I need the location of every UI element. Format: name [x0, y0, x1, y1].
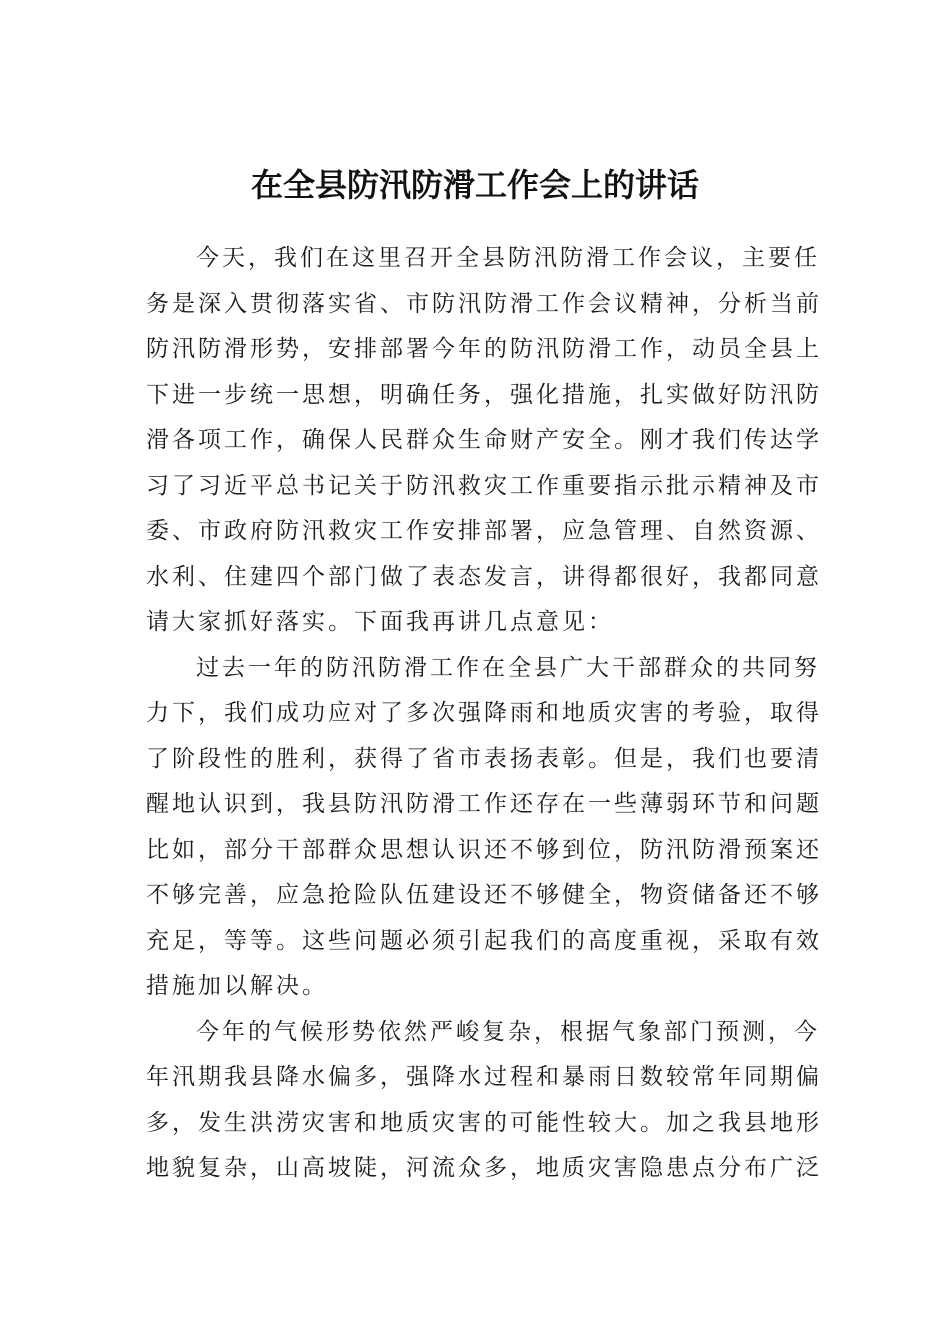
- paragraph-line: 今年的气候形势依然严峻复杂，根据气象部门预测，今: [196, 1018, 820, 1045]
- paragraph-line: 地貌复杂，山高坡陡，河流众多，地质灾害隐患点分布广泛: [146, 1155, 822, 1181]
- paragraph-3: [146, 1010, 822, 1192]
- paragraph-line: 滑各项工作，确保人民群众生命财产安全。刚才我们传达学: [146, 427, 822, 453]
- paragraph-line: 措施加以解决。: [146, 973, 328, 999]
- paragraph-line: 下进一步统一思想，明确任务，强化措施，扎实做好防汛防: [146, 381, 822, 408]
- paragraph-line: 多，发生洪涝灾害和地质灾害的可能性较大。加之我县地形: [146, 1109, 822, 1136]
- paragraph-2: [146, 646, 822, 1010]
- paragraph-line: 醒地认识到，我县防汛防滑工作还存在一些薄弱环节和问题: [146, 791, 822, 817]
- paragraph-line: 过去一年的防汛防滑工作在全县广大干部群众的共同努: [196, 654, 820, 681]
- paragraph-line: 比如，部分干部群众思想认识还不够到位，防汛防滑预案还: [146, 836, 822, 863]
- paragraph-line: 水利、住建四个部门做了表态发言，讲得都很好，我都同意: [146, 563, 822, 590]
- paragraph-line: 年汛期我县降水偏多，强降水过程和暴雨日数较常年同期偏: [146, 1064, 822, 1090]
- paragraph-line: 充足，等等。这些问题必须引起我们的高度重视，采取有效: [146, 927, 822, 954]
- paragraph-line: 务是深入贯彻落实省、市防汛防滑工作会议精神，分析当前: [146, 290, 822, 317]
- paragraph-line: 今天，我们在这里召开全县防汛防滑工作会议，主要任: [196, 245, 820, 271]
- paragraph-line: 防汛防滑形势，安排部署今年的防汛防滑工作，动员全县上: [146, 336, 822, 362]
- paragraph-line: 委、市政府防汛救灾工作安排部署，应急管理、自然资源、: [146, 518, 822, 544]
- paragraph-line: 了阶段性的胜利，获得了省市表扬表彰。但是，我们也要清: [146, 745, 822, 772]
- document-body: [146, 236, 822, 1192]
- paragraph-line: 不够完善，应急抢险队伍建设还不够健全，物资储备还不够: [146, 882, 822, 908]
- paragraph-line: 习了习近平总书记关于防汛救灾工作重要指示批示精神及市: [146, 472, 822, 499]
- paragraph-line: 请大家抓好落实。下面我再讲几点意见：: [146, 609, 614, 635]
- paragraph-line: 力下，我们成功应对了多次强降雨和地质灾害的考验，取得: [146, 700, 822, 726]
- paragraph-1: [146, 236, 822, 646]
- document-title: 在全县防汛防滑工作会上的讲话: [250, 166, 699, 204]
